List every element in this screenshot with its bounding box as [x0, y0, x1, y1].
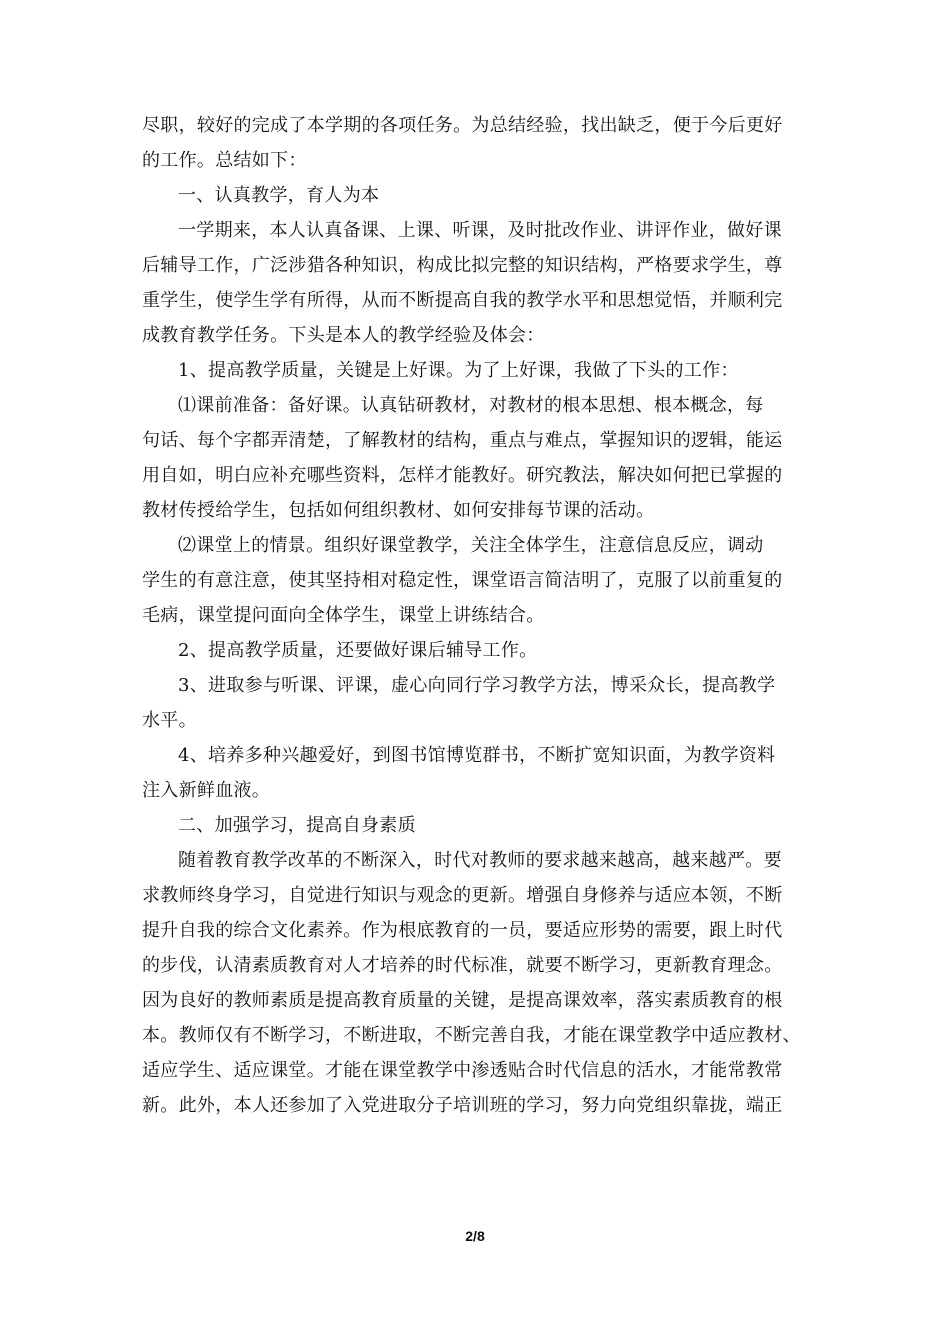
text-line: 1、提高教学质量，关键是上好课。为了上好课，我做了下头的工作： [178, 360, 739, 381]
text-line: 毛病，课堂提问面向全体学生，课堂上讲练结合。 [142, 605, 545, 626]
paragraph [142, 633, 814, 668]
text-line: 用自如，明白应补充哪些资料，怎样才能教好。研究教法，解决如何把已掌握的 [142, 465, 783, 486]
text-line: 句话、每个字都弄清楚，了解教材的结构，重点与难点，掌握知识的逻辑，能运 [142, 430, 783, 451]
text-line: 注入新鲜血液。 [142, 780, 271, 801]
text-line: 学生的有意注意，使其坚持相对稳定性，课堂语言简洁明了，克服了以前重复的 [142, 570, 783, 591]
text-line: 求教师终身学习，自觉进行知识与观念的更新。增强自身修养与适应本领，不断 [142, 885, 783, 906]
text-line: 提升自我的综合文化素养。作为根底教育的一员，要适应形势的需要，跟上时代 [142, 920, 783, 941]
paragraph [142, 528, 814, 633]
text-line: 新。此外，本人还参加了入党进取分子培训班的学习，努力向党组织靠拢，端正 [142, 1095, 783, 1116]
text-line: 2、提高教学质量，还要做好课后辅导工作。 [178, 640, 538, 661]
text-line: 的步伐，认清素质教育对人才培养的时代标准，就要不断学习，更新教育理念。 [142, 955, 783, 976]
text-line: 因为良好的教师素质是提高教育质量的关键，是提高课效率，落实素质教育的根 [142, 990, 783, 1011]
text-line: 水平。 [142, 710, 197, 731]
text-line: 4、培养多种兴趣爱好，到图书馆博览群书，不断扩宽知识面，为教学资料 [178, 745, 776, 766]
paragraph [142, 213, 814, 353]
text-line: 成教育教学任务。下头是本人的教学经验及体会： [142, 325, 545, 346]
paragraph [142, 738, 814, 808]
paragraph [142, 353, 814, 388]
text-line: 重学生，使学生学有所得，从而不断提高自我的教学水平和思想觉悟，并顺利完 [142, 290, 783, 311]
paragraph [142, 388, 814, 528]
document-body [142, 108, 814, 1123]
text-line: 尽职，较好的完成了本学期的各项任务。为总结经验，找出缺乏，便于今后更好 [142, 115, 783, 136]
text-line: 3、进取参与听课、评课，虚心向同行学习教学方法，博采众长，提高教学 [178, 675, 776, 696]
text-line: 一学期来，本人认真备课、上课、听课，及时批改作业、讲评作业，做好课 [178, 220, 782, 241]
text-line: 教材传授给学生，包括如何组织教材、如何安排每节课的活动。 [142, 500, 655, 521]
text-line: ⑵课堂上的情景。组织好课堂教学，关注全体学生，注意信息反应，调动 [178, 535, 764, 556]
paragraph [142, 178, 814, 213]
text-line: 本。教师仅有不断学习，不断进取，不断完善自我，才能在课堂教学中适应教材、 [142, 1025, 801, 1046]
paragraph [142, 808, 814, 843]
text-line: 随着教育教学改革的不断深入，时代对教师的要求越来越高，越来越严。要 [178, 850, 782, 871]
text-line: 的工作。总结如下： [142, 150, 307, 171]
text-line: 适应学生、适应课堂。才能在课堂教学中渗透贴合时代信息的活水，才能常教常 [142, 1060, 783, 1081]
text-line: ⑴课前准备：备好课。认真钻研教材，对教材的根本思想、根本概念，每 [178, 395, 764, 416]
page-number: 2/8 [465, 1228, 485, 1244]
text-line: 一、认真教学，育人为本 [178, 185, 380, 206]
paragraph [142, 108, 814, 178]
text-line: 后辅导工作，广泛涉猎各种知识，构成比拟完整的知识结构，严格要求学生，尊 [142, 255, 783, 276]
text-line: 二、加强学习，提高自身素质 [178, 815, 416, 836]
paragraph [142, 668, 814, 738]
paragraph [142, 843, 814, 1123]
